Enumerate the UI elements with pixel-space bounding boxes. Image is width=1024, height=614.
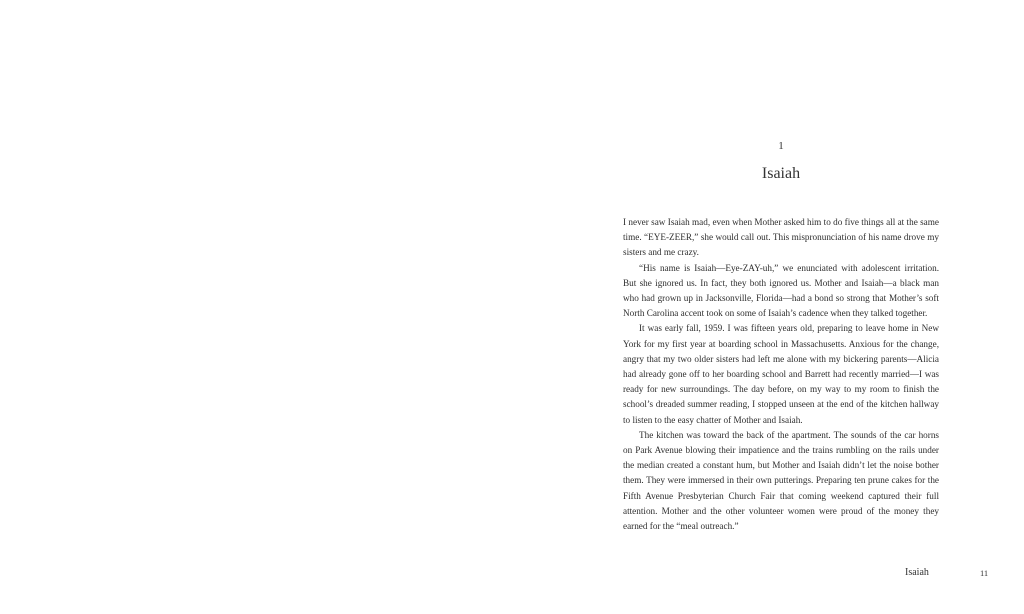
paragraph: The kitchen was toward the back of the apartment. The sounds of the car horns on Park Avenue blowing their impatience and the trains rumbling on the rails under the median created a constant hum, but Mother and Isaiah didn’t let the noise bother them. They were immersed in their own putterings. Preparing ten prune cakes for the Fifth Avenue Presbyterian Church Fair that coming weekend captured their full attention. Mother and the other volunteer women were proud of the money they earned for the “meal outreach.”	[623, 429, 939, 532]
running-head: Isaiah	[905, 567, 929, 578]
chapter-body	[623, 215, 939, 534]
paragraph: I never saw Isaiah mad, even when Mother asked him to do five things all at the same time. “EYE-ZEER,” she would call out. This mispronunciation of his name drove my sisters and me crazy.	[623, 217, 939, 258]
paragraph: “His name is Isaiah—Eye-ZAY-uh,” we enunciated with adolescent irritation. But she ignored us. In fact, they both ignored us. Mother and Isaiah—a black man who had grown up in Jacksonville, Florida—had a bond so strong that Mother’s soft North Carolina accent took on some of Isaiah’s cadence when they talked together.	[623, 262, 939, 319]
chapter-number: 1	[778, 140, 784, 152]
chapter-title: Isaiah	[761, 165, 801, 182]
paragraph: It was early fall, 1959. I was fifteen years old, preparing to leave home in New York for my first year at boarding school in Massachusetts. Anxious for the change, angry that my two older sisters had left me alone with my bickering parents—Alicia had already gone off to her boarding school and Barrett had recently married—I was ready for new surroundings. The day before, on my way to my room to finish the school’s dreaded summer reading, I stopped unseen at the end of the kitchen hallway to listen to the easy chatter of Mother and Isaiah.	[623, 323, 939, 425]
page-number: 11	[980, 568, 989, 578]
